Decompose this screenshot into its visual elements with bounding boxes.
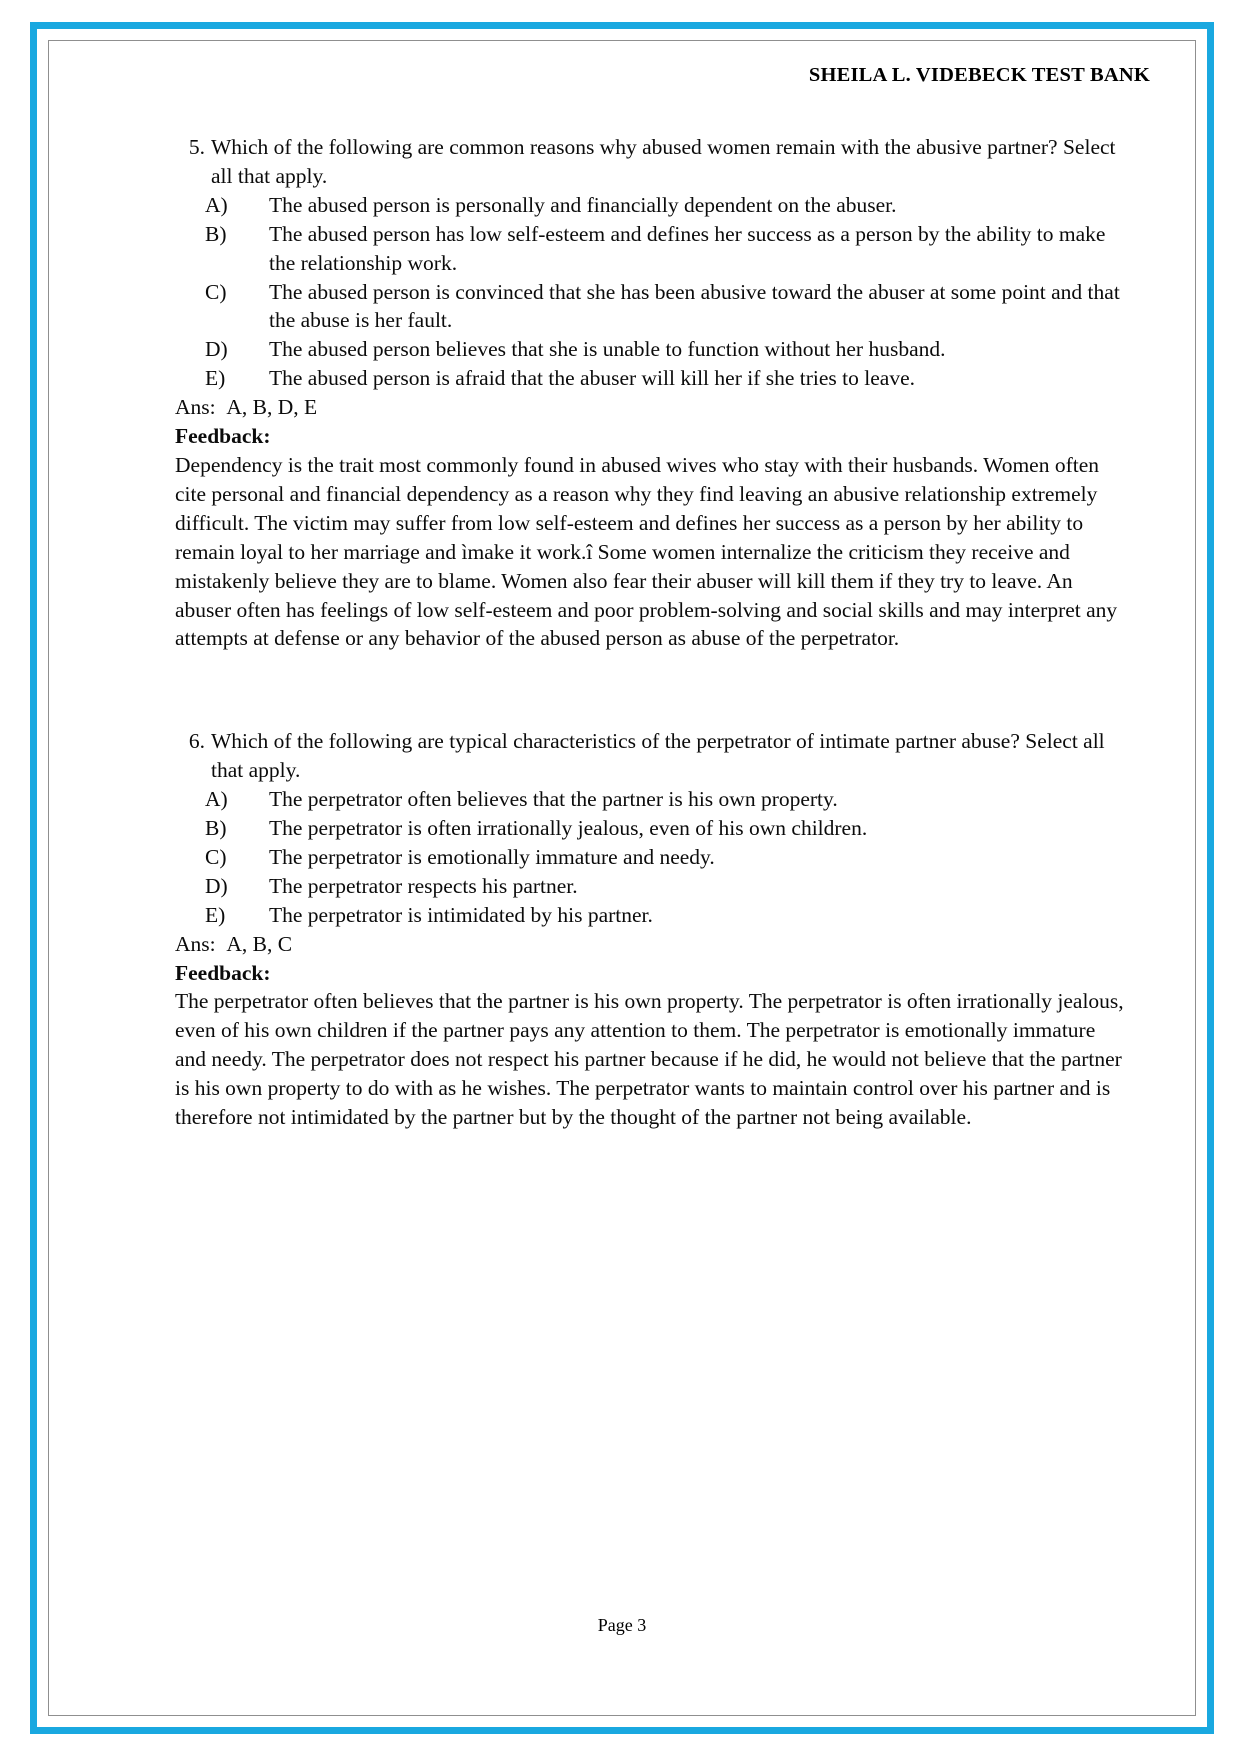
option-letter: E) [205, 366, 226, 391]
option-text: The perpetrator often believes that the partner is his own property. [269, 787, 838, 812]
option-letter: B) [205, 221, 227, 246]
page-number: Page 3 [597, 1615, 647, 1635]
answer-line [175, 930, 1128, 959]
question-stem [175, 133, 1128, 191]
option-row[interactable] [175, 220, 1128, 278]
question-number: 5. [188, 135, 205, 159]
document-body [70, 87, 1174, 1132]
question-stem [175, 727, 1128, 785]
option-letter: C) [205, 279, 227, 304]
answer-line [175, 393, 1128, 422]
answer-value: A, B, D, E [226, 395, 318, 420]
page-header [70, 48, 1174, 87]
feedback-label: Feedback: [175, 960, 271, 985]
option-text: The perpetrator is emotionally immature and needy. [269, 844, 715, 869]
feedback-text: Dependency is the trait most commonly found in abused wives who stay with their husbands. Women often cite personal and financial dependency as a reason why they find leaving an abusive relationship extremely difficult. The victim may suffer from low self-esteem and defines her success as a person by her ability to remain loyal to her marriage and ìmake it work.î Some women internalize the criticism they receive and mistakenly believe they are to blame. Women also fear their abuser will kill them if they try to leave. An abuser often has feelings of low self-esteem and poor problem-solving and social skills and may interpret any attempts at defense or any behavior of the abused person as abuse of the perpetrator. [175, 452, 1118, 651]
option-letter: D) [205, 873, 228, 898]
answer-value: A, B, C [226, 931, 293, 956]
option-row[interactable] [175, 901, 1128, 930]
option-text: The abused person believes that she is unable to function without her husband. [269, 337, 946, 362]
option-letter: D) [205, 337, 228, 362]
question-block [175, 133, 1128, 653]
option-letter: C) [205, 844, 227, 869]
option-text: The abused person is convinced that she has been abusive toward the abuser at some point and that the abuse is her fault. [269, 279, 1120, 333]
answer-label: Ans: [175, 395, 216, 420]
option-row[interactable] [175, 872, 1128, 901]
option-row[interactable] [175, 364, 1128, 393]
option-text: The abused person has low self-esteem and defines her success as a person by the ability to make the relationship work. [269, 221, 1106, 275]
option-text: The abused person is afraid that the abuser will kill her if she tries to leave. [269, 366, 915, 391]
page-footer [70, 1615, 1174, 1636]
section-spacer [175, 653, 1128, 727]
question-text: Which of the following are common reasons why abused women remain with the abusive partner? Select all that apply. [211, 135, 1116, 188]
feedback-text: The perpetrator often believes that the partner is his own property. The perpetrator is often irrationally jealous, even of his own children if the partner pays any attention to them. The perpetrator is emotionally immature and needy. The perpetrator does not respect his partner because if he did, he would not believe that the partner is his own property to do with as he wishes. The perpetrator wants to maintain control over his partner and is therefore not intimidated by the partner but by the thought of the partner not being available. [175, 989, 1124, 1130]
feedback-label: Feedback: [175, 424, 271, 449]
option-row[interactable] [175, 278, 1128, 336]
option-text: The perpetrator respects his partner. [269, 873, 578, 898]
option-text: The perpetrator is often irrationally jealous, even of his own children. [269, 816, 868, 841]
question-number: 6. [188, 729, 205, 754]
option-row[interactable] [175, 814, 1128, 843]
option-row[interactable] [175, 785, 1128, 814]
header-title: SHEILA L. VIDEBECK TEST BANK [808, 64, 1150, 86]
option-row[interactable] [175, 191, 1128, 220]
option-letter: E) [205, 902, 226, 927]
answer-label: Ans: [175, 931, 216, 956]
page-content [70, 48, 1174, 1708]
question-block [175, 727, 1128, 1132]
question-text: Which of the following are typical characteristics of the perpetrator of intimate partner abuse? Select all that apply. [211, 729, 1105, 783]
option-letter: A) [205, 787, 228, 812]
option-row[interactable] [175, 843, 1128, 872]
option-text: The perpetrator is intimidated by his partner. [269, 902, 653, 927]
option-row[interactable] [175, 335, 1128, 364]
option-letter: B) [205, 816, 227, 841]
option-text: The abused person is personally and financially dependent on the abuser. [269, 192, 897, 217]
option-letter: A) [205, 192, 228, 217]
